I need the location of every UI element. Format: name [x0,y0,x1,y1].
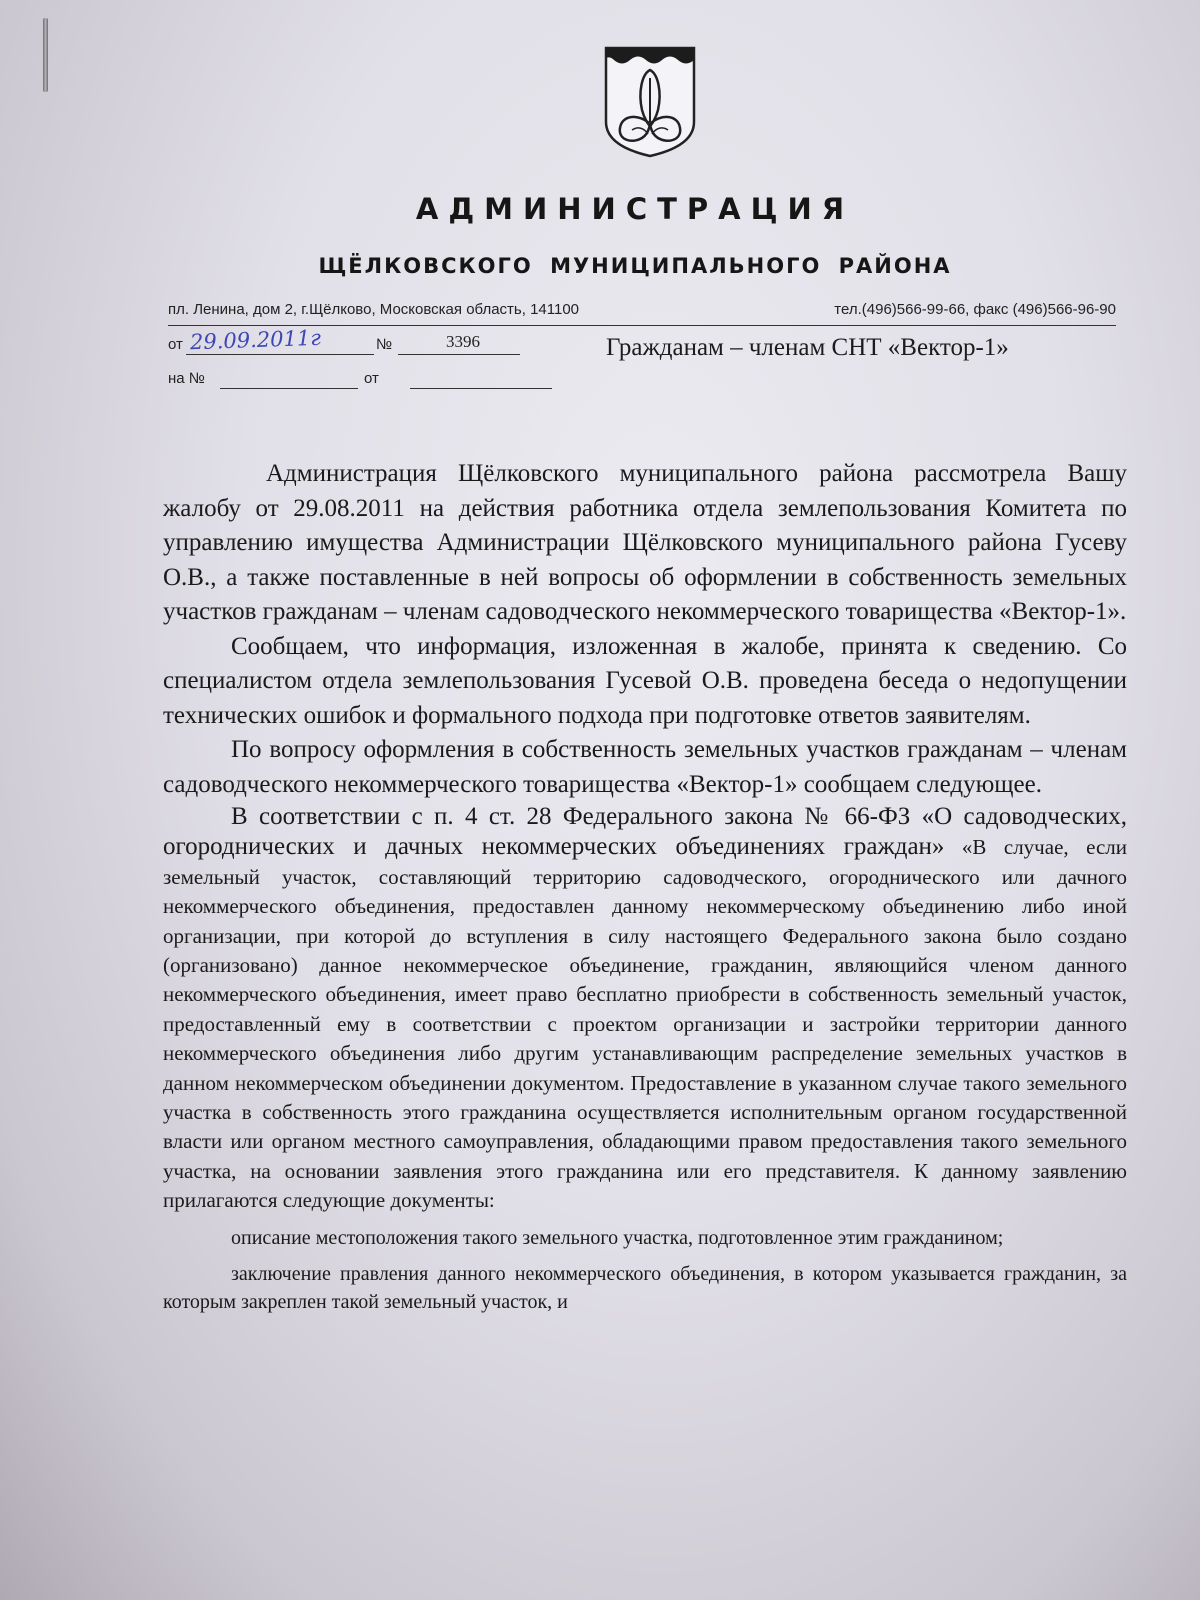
incoming-reference [168,364,568,390]
law-quote: «В случае, если земельный участок, составляющий территорию садоводческого, огороднического или дачного некоммерческого объединения, предоставлен данному некоммерческому объединению либо иной организации, при которой до вступления в силу настоящего Федерального закона было создано (организовано) данное некоммерческое объединение, гражданин, являющийся членом данного некоммерческого объединения, имеет право бесплатно приобрести в собственность земельный участок, предоставленный ему в соответствии с проектом организации и застройки территории данного некоммерческого объединения либо другим устанавливающим распределение земельных участков в данном некоммерческом объединении документом. Предоставление в указанном случае такого земельного участка в собственность этого гражданина осуществляется исполнительным органом государственной власти или органом местного самоуправления, обладающими правом предоставления такого земельного участка, на основании заявления этого гражданина или его представителя. К данному заявлению прилагаются следующие документы: [163,835,1127,1213]
law-citation-paragraph [163,802,1127,1216]
coat-of-arms-icon [602,44,698,160]
organization-address: пл. Ленина, дом 2, г.Щёлково, Московская область, 141100 [168,301,580,318]
list-item: описание местоположения такого земельного участка, подготовленное этим гражданином; [231,1226,1004,1249]
organization-subtitle: ЩЁЛКОВСКОГО МУНИЦИПАЛЬНОГО РАЙОНА [318,254,952,278]
letter-body [163,457,1127,1316]
organization-title: АДМИНИСТРАЦИЯ [415,192,855,226]
paragraph: По вопросу оформления в собственность земельных участков гражданам – членам садоводческого некоммерческого товарищества «Вектор-1» сообщаем следующее. [163,736,1127,798]
in-reply-label: на № [168,370,205,387]
date-field [186,325,374,355]
number-label: № [376,336,393,353]
paragraph: Администрация Щёлковского муниципального района рассмотрела Вашу жалобу от 29.08.2011 на действия работника отдела землепользования Комитета по управлению имущества Администрации Щёлковского муниципального района Гусеву О.В., а также поставленные в ней вопросы об оформлении в собственность земельных участков гражданам – членам садоводческого некоммерческого товарищества «Вектор-1». [163,460,1127,625]
date-label: от [168,336,183,353]
outgoing-reference [168,325,548,356]
paragraph: Сообщаем, что информация, изложенная в жалобе, принята к сведению. Со специалистом отдела землепользования Гусевой О.В. проведена беседа о недопущении технических ошибок и формального подхода при подготовке ответов заявителям. [163,632,1127,729]
staple [43,18,48,92]
number-field [398,330,520,355]
organization-phones: тел.(496)566-99-66, факс (496)566-96-90 [834,301,1116,318]
law-intro: В соответствии с п. 4 ст. 28 Федерального закона № 66-ФЗ «О садоводческих, огороднических и дачных некоммерческих объединениях граждан» [163,803,1127,861]
in-reply-from-label: от [364,370,379,387]
handwritten-date: 29.09.2011г [189,325,322,355]
addressee: Гражданам – членам СНТ «Вектор-1» [606,334,1009,361]
in-reply-date-field [410,364,552,389]
letterhead-contacts [168,301,1116,326]
in-reply-number-field [220,364,358,389]
list-item: заключение правления данного некоммерческого объединения, в котором указывается гражданин, за которым закреплен такой земельный участок, и [163,1263,1127,1313]
outgoing-number: 3396 [446,332,480,351]
